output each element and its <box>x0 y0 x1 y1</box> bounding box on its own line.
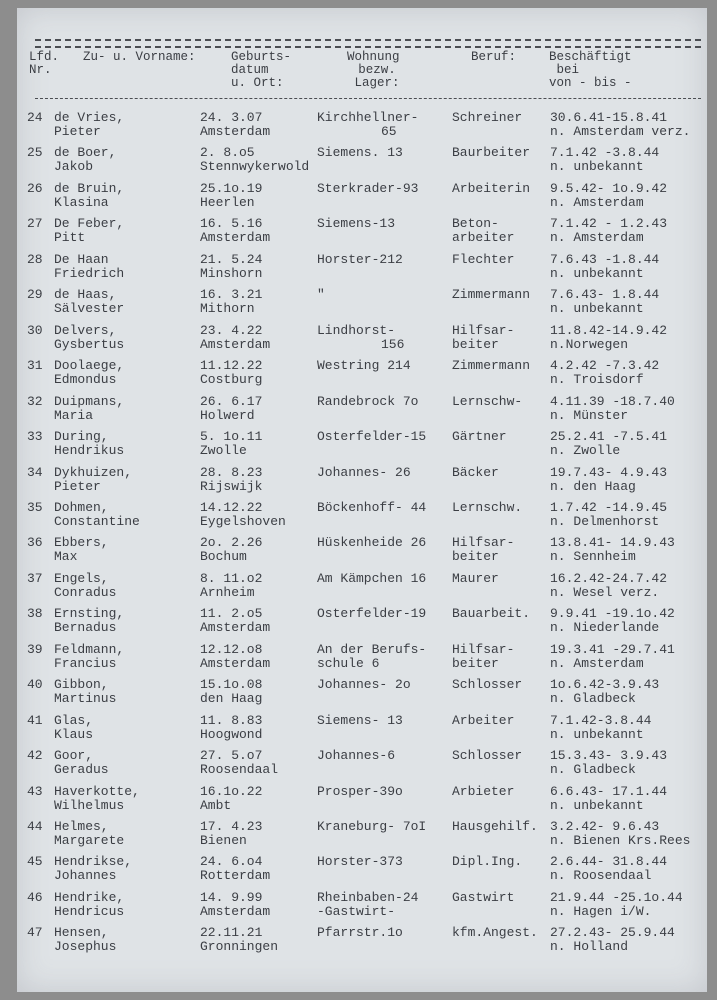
table-cell-name: De Haan Friedrich <box>54 251 125 281</box>
table-cell-nr: 45 <box>27 854 43 870</box>
table-cell-nr: 33 <box>27 429 43 445</box>
table-cell-occupation: Lernschw- <box>452 393 523 409</box>
table-cell-residence: Sterkrader-93 <box>317 180 419 196</box>
table-cell-name: de Bruin, Klasina <box>54 180 125 210</box>
header-name: Zu- u. Vorname: <box>83 50 196 64</box>
table-cell-birth: 27. 5.o7 Roosendaal <box>200 748 279 778</box>
table-cell-nr: 46 <box>27 889 43 905</box>
table-cell-birth: 11. 8.83 Hoogwond <box>200 712 263 742</box>
table-cell-birth: 17. 4.23 Bienen <box>200 819 263 848</box>
table-cell-residence: Johannes- 2o <box>317 677 411 693</box>
table-cell-birth: 8. 11.o2 Arnheim <box>200 570 263 600</box>
table-cell-occupation: Hilfsar- beiter <box>452 322 515 352</box>
table-cell-birth: 28. 8.23 Rijswijk <box>200 464 263 494</box>
table-cell-employment: 7.6.43- 1.8.44 n. unbekannt <box>550 287 660 317</box>
table-cell-birth: 24. 6.o4 Rotterdam <box>200 854 271 884</box>
table-cell-residence: Osterfelder-15 <box>317 429 427 445</box>
table-cell-occupation: Baurbeiter <box>452 145 531 161</box>
table-cell-occupation: Arbieter <box>452 783 515 799</box>
table-cell-employment: 9.9.41 -19.1o.42 n. Niederlande <box>550 606 675 636</box>
table-cell-name: Glas, Klaus <box>54 712 94 742</box>
header-rule-top <box>35 39 701 41</box>
table-cell-employment: 19.3.41 -29.7.41 n. Amsterdam <box>550 641 675 671</box>
document-page <box>17 8 707 992</box>
table-cell-nr: 26 <box>27 180 43 196</box>
table-cell-name: De Feber, Pitt <box>54 216 125 246</box>
table-cell-employment: 3.2.42- 9.6.43 n. Bienen Krs.Rees <box>550 819 691 848</box>
table-cell-nr: 28 <box>27 251 43 267</box>
table-cell-occupation: Hausgehilf. <box>452 819 538 834</box>
table-cell-nr: 31 <box>27 358 43 374</box>
table-cell-occupation: Lernschw. <box>452 499 523 515</box>
table-cell-name: Doolaege, Edmondus <box>54 358 125 388</box>
table-cell-occupation: Schreiner <box>452 110 523 125</box>
table-cell-birth: 14.12.22 Eygelshoven <box>200 499 286 529</box>
table-cell-nr: 35 <box>27 499 43 515</box>
table-cell-name: Engels, Conradus <box>54 570 117 600</box>
table-cell-birth: 16. 3.21 Mithorn <box>200 287 263 317</box>
table-cell-employment: 6.6.43- 17.1.44 n. unbekannt <box>550 783 668 813</box>
table-cell-name: de Vries, Pieter <box>54 110 125 139</box>
table-cell-employment: 27.2.43- 25.9.44 n. Holland <box>550 925 675 955</box>
table-cell-birth: 16.1o.22 Ambt <box>200 783 263 813</box>
header-beschaeftigt: Beschäftigt bei von - bis - <box>549 50 632 90</box>
table-cell-residence: Pfarrstr.1o <box>317 925 403 941</box>
table-cell-employment: 7.1.42 - 1.2.43 n. Amsterdam <box>550 216 668 246</box>
table-cell-birth: 2o. 2.26 Bochum <box>200 535 263 565</box>
table-cell-name: Goor, Geradus <box>54 748 109 778</box>
table-cell-residence: Johannes- 26 <box>317 464 411 480</box>
table-cell-nr: 39 <box>27 641 43 657</box>
table-cell-nr: 27 <box>27 216 43 232</box>
table-cell-birth: 25.1o.19 Heerlen <box>200 180 263 210</box>
table-cell-nr: 24 <box>27 110 43 125</box>
table-cell-residence: Lindhorst- 156 <box>317 322 405 352</box>
table-cell-birth: 12.12.o8 Amsterdam <box>200 641 271 671</box>
table-cell-birth: 23. 4.22 Amsterdam <box>200 322 271 352</box>
table-cell-nr: 30 <box>27 322 43 338</box>
table-cell-employment: 25.2.41 -7.5.41 n. Zwolle <box>550 429 668 459</box>
table-cell-name: Hendrike, Hendricus <box>54 889 125 919</box>
table-cell-employment: 11.8.42-14.9.42 n.Norwegen <box>550 322 668 352</box>
table-cell-residence: Kraneburg- 7oI <box>317 819 427 834</box>
table-cell-occupation: Zimmermann <box>452 358 531 374</box>
table-cell-occupation: Hilfsar- beiter <box>452 641 515 671</box>
table-cell-nr: 40 <box>27 677 43 693</box>
table-cell-name: de Boer, Jakob <box>54 145 117 175</box>
table-cell-residence: Am Kämpchen 16 <box>317 570 427 586</box>
table-cell-residence: Westring 214 <box>317 358 411 374</box>
table-cell-birth: 5. 1o.11 Zwolle <box>200 429 263 459</box>
table-cell-occupation: Hilfsar- beiter <box>452 535 515 565</box>
table-cell-name: During, Hendrikus <box>54 429 125 459</box>
table-cell-nr: 37 <box>27 570 43 586</box>
table-cell-nr: 34 <box>27 464 43 480</box>
table-row <box>17 926 707 967</box>
table-cell-occupation: Beton- arbeiter <box>452 216 515 246</box>
table-cell-occupation: Flechter <box>452 251 515 267</box>
table-cell-residence: Siemens- 13 <box>317 712 403 728</box>
table-cell-birth: 26. 6.17 Holwerd <box>200 393 263 423</box>
table-cell-residence: Siemens. 13 <box>317 145 403 161</box>
table-cell-birth: 24. 3.07 Amsterdam <box>200 110 271 139</box>
table-cell-residence: Hüskenheide 26 <box>317 535 427 551</box>
table-cell-birth: 14. 9.99 Amsterdam <box>200 889 271 919</box>
table-cell-occupation: Gärtner <box>452 429 507 445</box>
table-cell-employment: 7.6.43 -1.8.44 n. unbekannt <box>550 251 660 281</box>
table-cell-nr: 38 <box>27 606 43 622</box>
table-cell-name: Ernsting, Bernadus <box>54 606 125 636</box>
table-cell-employment: 4.2.42 -7.3.42 n. Troisdorf <box>550 358 660 388</box>
table-cell-nr: 36 <box>27 535 43 551</box>
table-cell-occupation: Maurer <box>452 570 499 586</box>
table-cell-name: Haverkotte, Wilhelmus <box>54 783 140 813</box>
table-cell-nr: 29 <box>27 287 43 303</box>
table-cell-residence: Horster-373 <box>317 854 403 870</box>
table-cell-residence: " <box>317 287 325 303</box>
table-cell-employment: 13.8.41- 14.9.43 n. Sennheim <box>550 535 675 565</box>
table-cell-occupation: Bäcker <box>452 464 499 480</box>
table-cell-occupation: Schlosser <box>452 748 523 764</box>
table-cell-employment: 1.7.42 -14.9.45 n. Delmenhorst <box>550 499 668 529</box>
table-cell-employment: 7.1.42 -3.8.44 n. unbekannt <box>550 145 660 175</box>
table-cell-birth: 16. 5.16 Amsterdam <box>200 216 271 246</box>
table-cell-employment: 19.7.43- 4.9.43 n. den Haag <box>550 464 668 494</box>
header-rule-second <box>35 46 701 48</box>
table-cell-name: Delvers, Gysbertus <box>54 322 125 352</box>
table-cell-employment: 16.2.42-24.7.42 n. Wesel verz. <box>550 570 668 600</box>
table-cell-residence: Osterfelder-19 <box>317 606 427 622</box>
table-cell-residence: Johannes-6 <box>317 748 396 764</box>
table-cell-occupation: kfm.Angest. <box>452 925 538 941</box>
header-wohnung: Wohnung bezw. Lager: <box>347 50 400 90</box>
table-cell-residence: Böckenhoff- 44 <box>317 499 427 515</box>
table-cell-employment: 15.3.43- 3.9.43 n. Gladbeck <box>550 748 668 778</box>
table-cell-nr: 41 <box>27 712 43 728</box>
table-cell-name: Dohmen, Constantine <box>54 499 140 529</box>
table-cell-occupation: Bauarbeit. <box>452 606 531 622</box>
table-cell-employment: 30.6.41-15.8.41 n. Amsterdam verz. <box>550 110 691 139</box>
table-cell-residence: Rheinbaben-24 -Gastwirt- <box>317 889 419 919</box>
table-cell-name: Ebbers, Max <box>54 535 109 565</box>
table-cell-residence: Kirchhellner- 65 <box>317 110 419 139</box>
table-cell-employment: 2.6.44- 31.8.44 n. Roosendaal <box>550 854 668 884</box>
header-rule-bottom <box>35 98 701 99</box>
table-cell-name: Gibbon, Martinus <box>54 677 117 707</box>
table-cell-employment: 1o.6.42-3.9.43 n. Gladbeck <box>550 677 660 707</box>
table-cell-birth: 21. 5.24 Minshorn <box>200 251 263 281</box>
table-cell-birth: 15.1o.08 den Haag <box>200 677 263 707</box>
header-lfd-nr: Lfd. Nr. <box>29 50 60 77</box>
header-beruf: Beruf: <box>471 50 517 64</box>
table-cell-name: Hensen, Josephus <box>54 925 117 955</box>
table-cell-nr: 44 <box>27 819 43 834</box>
table-cell-residence: Horster-212 <box>317 251 403 267</box>
table-cell-name: Duipmans, Maria <box>54 393 125 423</box>
header-geburtsdatum: Geburts- datum u. Ort: <box>231 50 292 90</box>
table-cell-name: Dykhuizen, Pieter <box>54 464 133 494</box>
table-cell-nr: 47 <box>27 925 43 941</box>
table-cell-occupation: Schlosser <box>452 677 523 693</box>
table-cell-occupation: Zimmermann <box>452 287 531 303</box>
table-cell-occupation: Arbeiter <box>452 712 515 728</box>
table-cell-residence: Randebrock 7o <box>317 393 419 409</box>
table-cell-birth: 22.11.21 Gronningen <box>200 925 279 955</box>
table-cell-employment: 7.1.42-3.8.44 n. unbekannt <box>550 712 652 742</box>
table-cell-occupation: Gastwirt <box>452 889 515 905</box>
table-cell-nr: 25 <box>27 145 43 161</box>
table-cell-residence: An der Berufs- schule 6 <box>317 641 427 671</box>
table-cell-name: de Haas, Sälvester <box>54 287 125 317</box>
table-cell-birth: 2. 8.o5 Stennwykerwold <box>200 145 310 175</box>
table-cell-occupation: Dipl.Ing. <box>452 854 523 870</box>
table-cell-nr: 32 <box>27 393 43 409</box>
table-cell-name: Feldmann, Francius <box>54 641 125 671</box>
table-cell-employment: 9.5.42- 1o.9.42 n. Amsterdam <box>550 180 668 210</box>
table-cell-birth: 11. 2.o5 Amsterdam <box>200 606 271 636</box>
table-cell-residence: Prosper-39o <box>317 783 403 799</box>
table-cell-employment: 4.11.39 -18.7.40 n. Münster <box>550 393 675 423</box>
table-cell-name: Hendrikse, Johannes <box>54 854 133 884</box>
table-cell-nr: 42 <box>27 748 43 764</box>
table-cell-occupation: Arbeiterin <box>452 180 531 196</box>
table-cell-employment: 21.9.44 -25.1o.44 n. Hagen i/W. <box>550 889 683 919</box>
table-cell-birth: 11.12.22 Costburg <box>200 358 263 388</box>
table-cell-name: Helmes, Margarete <box>54 819 125 848</box>
table-cell-residence: Siemens-13 <box>317 216 396 232</box>
table-cell-nr: 43 <box>27 783 43 799</box>
